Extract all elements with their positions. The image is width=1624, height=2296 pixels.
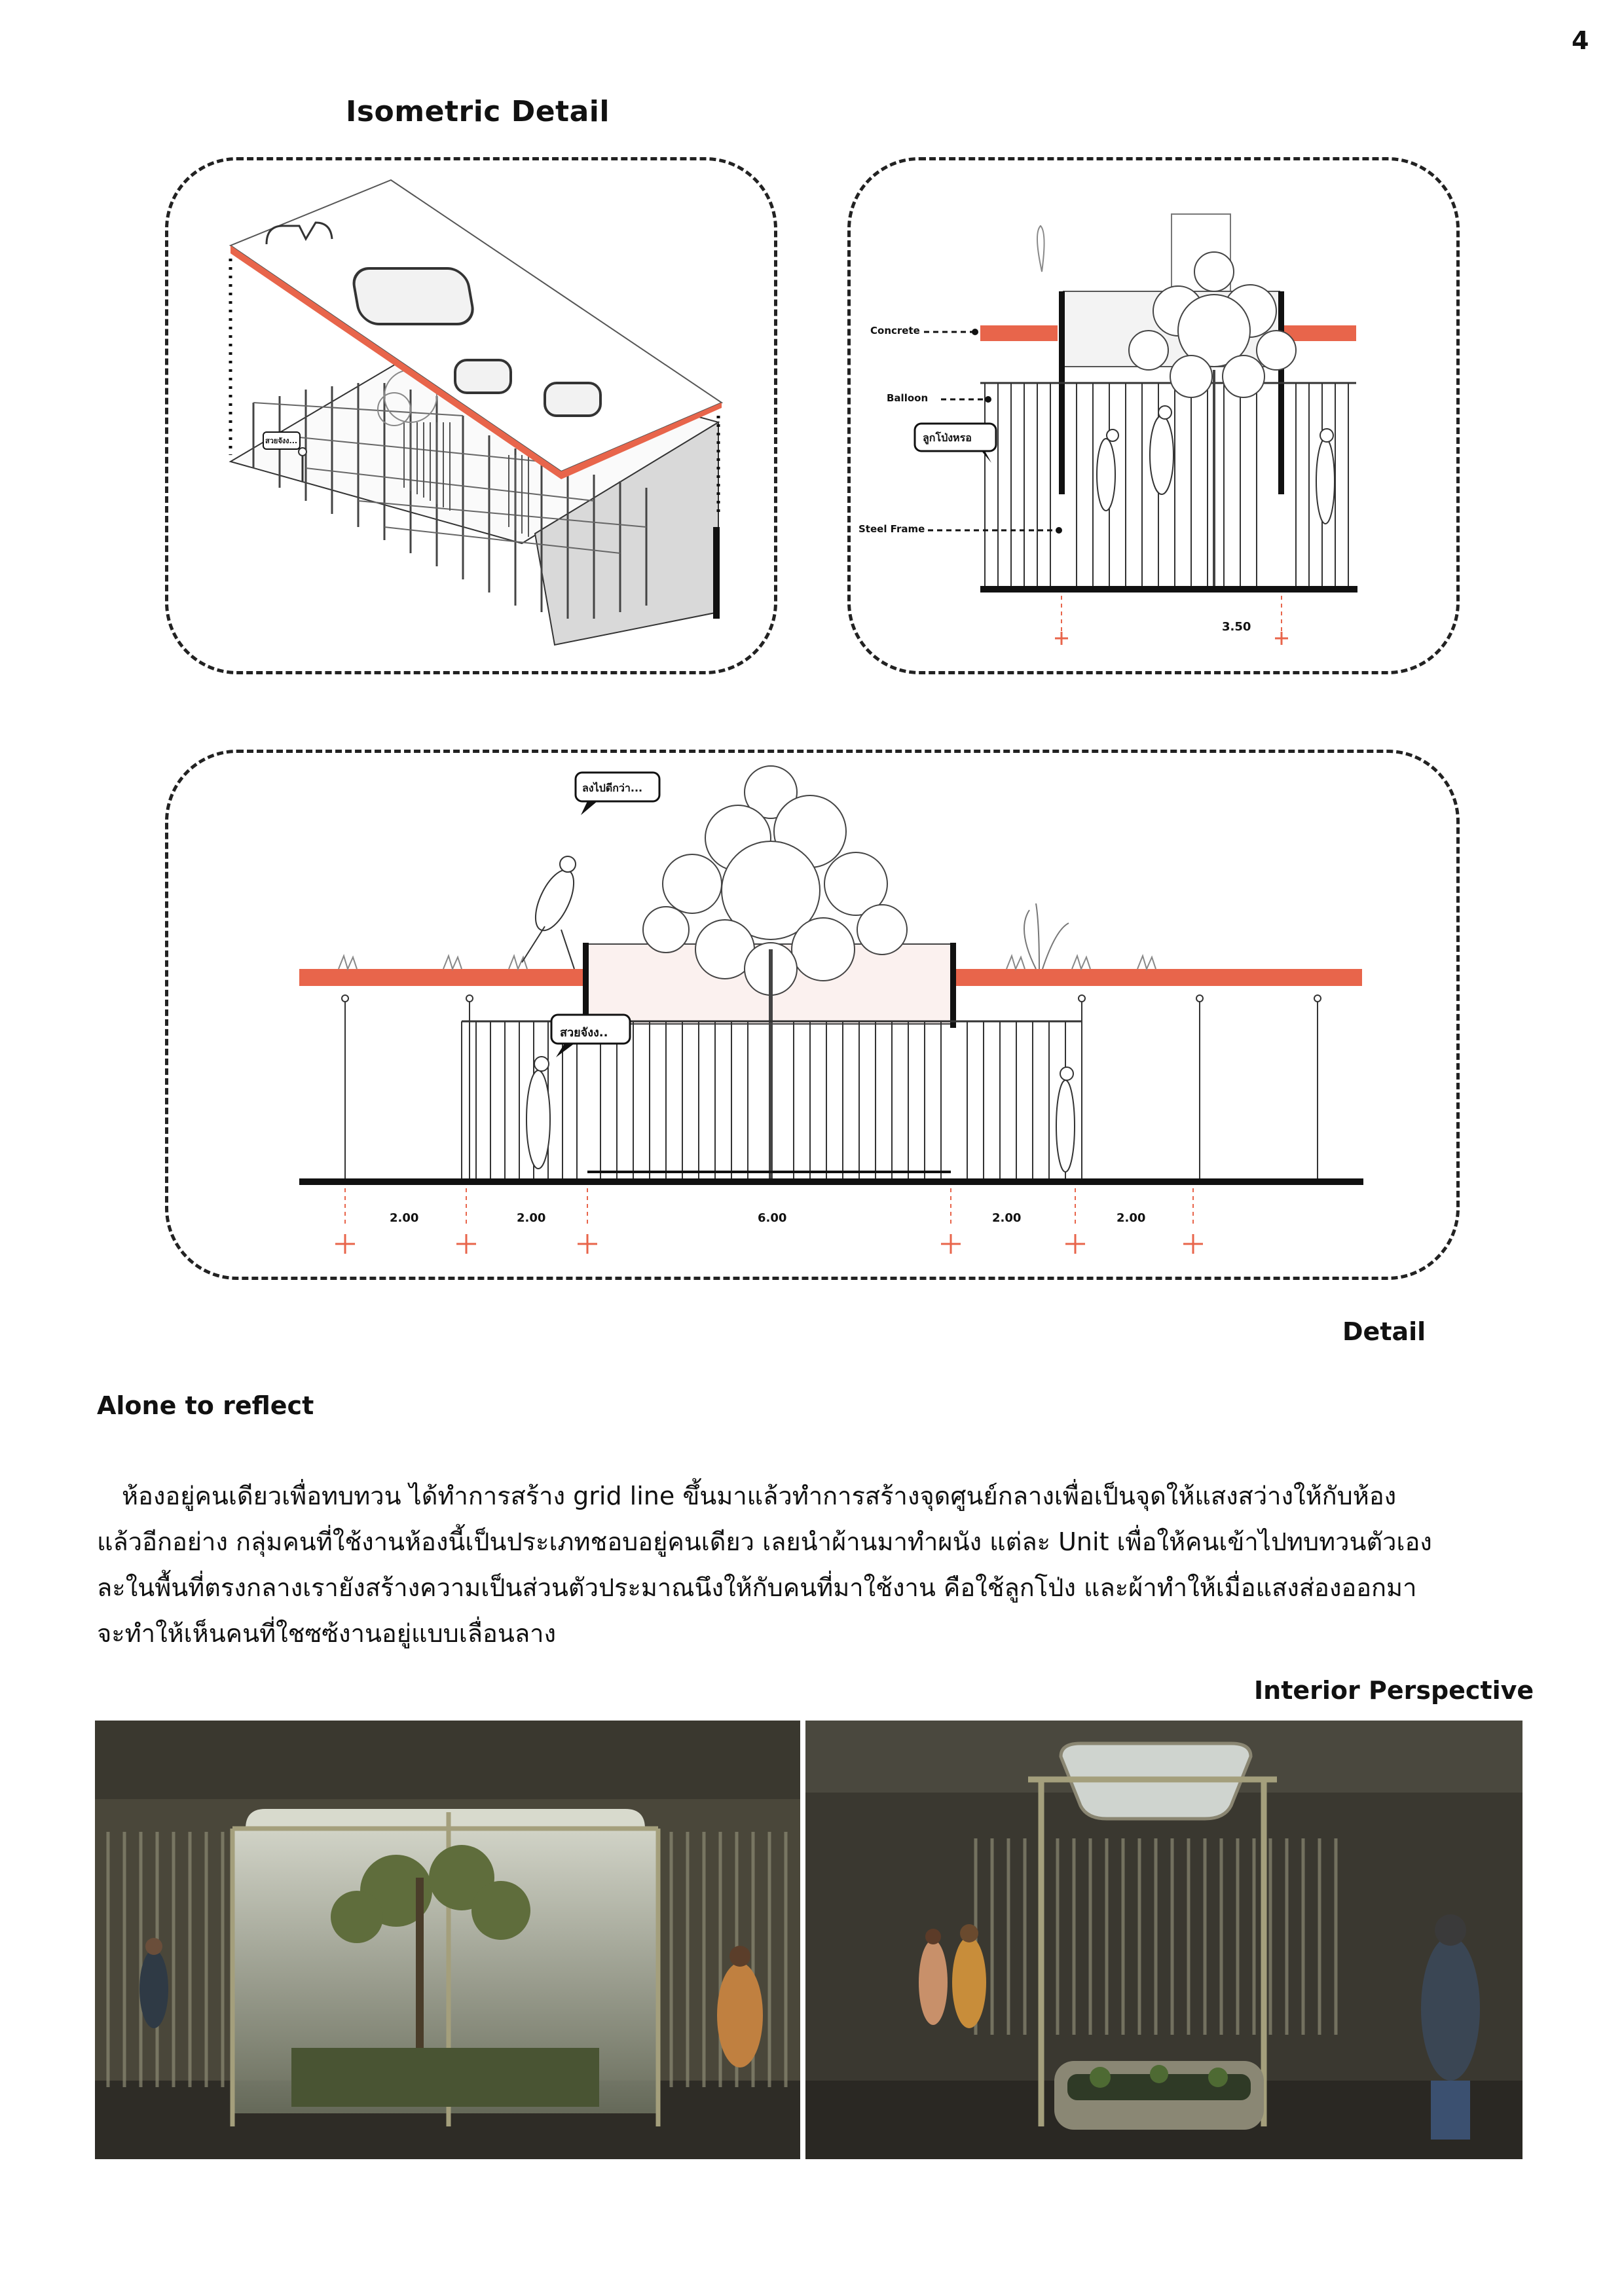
section-large-panel	[165, 750, 1460, 1280]
page-number: 4	[1572, 26, 1589, 55]
detail-caption: Detail	[1342, 1317, 1426, 1346]
interior-photo-right	[805, 1721, 1522, 2159]
article-line-1: ห้องอยู่คนเดียวเพื่อทบทวน ได้ทำการสร้าง grid line ขึ้นมาแล้วทำการสร้างจุดศูนย์กลางเพื่อเป็นจุดให้แสงสว่างให้กับห้อง	[122, 1482, 1397, 1510]
dimension-1: 2.00	[390, 1211, 419, 1225]
dimension-3-50: 3.50	[1222, 620, 1251, 634]
section-large-bubble-top: ลงไปดีกว่า...	[582, 782, 643, 794]
dimension-4: 2.00	[992, 1211, 1022, 1225]
article-heading: Alone to reflect	[97, 1391, 314, 1420]
section-small-panel	[847, 157, 1460, 674]
article-body	[97, 1473, 1524, 1656]
section-large-drawing	[168, 753, 1463, 1283]
interior-photo-left	[95, 1721, 800, 2159]
article-line-3: ละในพื้นที่ตรงกลางเรายังสร้างความเป็นส่วนตัวประมาณนึงให้กับคนที่มาใช้งาน คือใช้ลูกโป่ง และผ้าทำให้เมื่อแสงส่องออกมา	[97, 1573, 1417, 1602]
section-small-bubble: ลูกโป่งหรอ	[923, 431, 972, 444]
label-concrete: Concrete	[870, 325, 920, 337]
isometric-drawing	[168, 160, 781, 678]
article-line-2: แล้วอีกอย่าง กลุ่มคนที่ใช้งานห้องนี้เป็นประเภทชอบอยู่คนเดียว เลยนำผ้านมาทำผนัง แต่ละ Unit เพื่อให้คนเข้าไปทบทวนตัวเอง	[97, 1527, 1432, 1556]
article-line-4: จะทำให้เห็นคนที่ใชซซ้งานอยู่แบบเลื่อนลาง	[97, 1619, 556, 1648]
isometric-panel	[165, 157, 777, 674]
isometric-title: Isometric Detail	[346, 95, 610, 128]
section-small-drawing	[851, 160, 1463, 678]
label-steel-frame: Steel Frame	[858, 523, 925, 535]
dimension-3: 6.00	[758, 1211, 787, 1225]
interior-caption: Interior Perspective	[1254, 1676, 1534, 1705]
section-large-bubble-mid: สวยจังง..	[560, 1026, 608, 1040]
isometric-bubble: สวยจังง...	[265, 437, 298, 445]
label-balloon: Balloon	[887, 392, 929, 404]
dimension-5: 2.00	[1116, 1211, 1146, 1225]
dimension-2: 2.00	[517, 1211, 546, 1225]
